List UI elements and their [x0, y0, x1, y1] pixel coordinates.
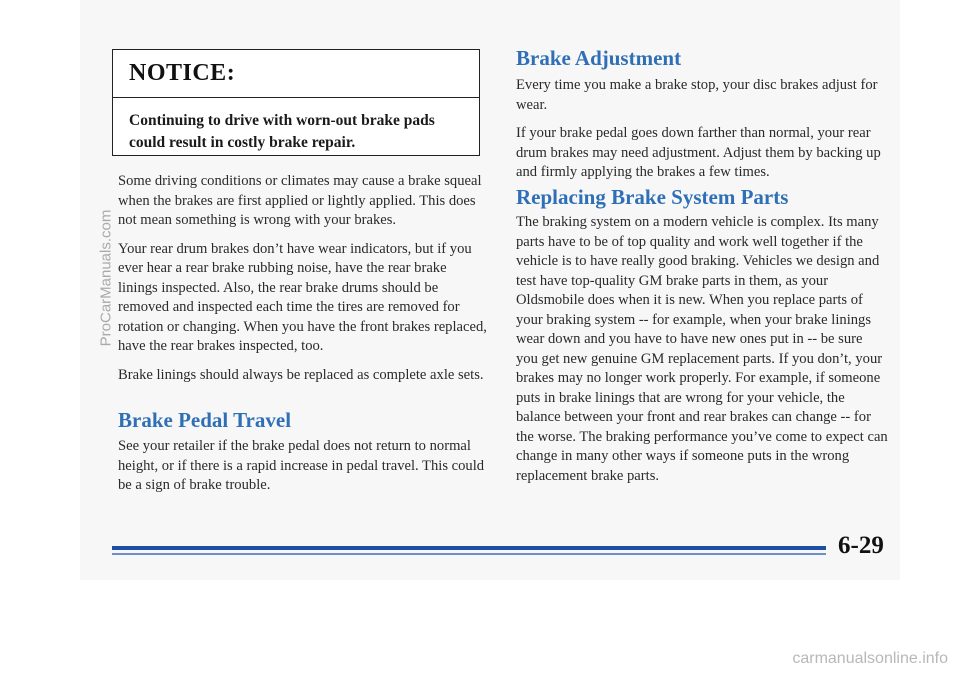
page-number: 6-29: [838, 532, 884, 559]
heading-brake-pedal-travel: Brake Pedal Travel: [118, 408, 292, 432]
pedal-travel-section: [118, 437, 488, 505]
paragraph-drum-adjustment: If your brake pedal goes down farther than normal, your rear drum brakes may need adjustment. Adjust them by backing up and firmly applying the brakes a few times.: [516, 125, 881, 180]
paragraph-pedal-travel: See your retailer if the brake pedal does not return to normal height, or if there is a rapid increase in pedal travel. This could be a sign of brake trouble.: [118, 438, 485, 493]
heading-replacing-brake-parts: Replacing Brake System Parts: [516, 185, 789, 209]
notice-text: Continuing to drive with worn-out brake pads could result in costly brake repair.: [129, 112, 435, 151]
bottom-watermark[interactable]: carmanualsonline.info: [792, 650, 948, 667]
heading-brake-adjustment: Brake Adjustment: [516, 46, 682, 70]
side-watermark: [96, 162, 116, 394]
paragraph-brake-squeal: Some driving conditions or climates may cause a brake squeal when the brakes are first applied or lightly applied. This does not mean something is wrong with your brakes.: [118, 173, 482, 228]
paragraph-replacing-parts: The braking system on a modern vehicle is complex. Its many parts have to be of top quality and work well together if the vehicle is to have really good braking. Vehicles we design and test have top-quality GM brake parts in them, as your Oldsmobile does when it is new. When you replace parts of your braking system -- for example, when your brake linings wear down and you have to have new ones put in -- be sure you get new genuine GM replacement parts. If you don’t, your brakes may no longer work properly. For example, if someone puts in brake linings that are wrong for your vehicle, the balance between your front and rear brakes can change -- for the worse. The braking performance you’ve come to expect can change in many other ways if someone puts in the wrong replacement brake parts.: [516, 214, 888, 484]
replacing-parts-section: [516, 213, 888, 495]
notice-box: [112, 49, 480, 156]
paragraph-disc-brakes: Every time you make a brake stop, your disc brakes adjust for wear.: [516, 77, 878, 113]
side-watermark-text: ProCarManuals.com: [97, 209, 115, 347]
footer-rule: [112, 546, 826, 550]
brake-adjustment-section: [516, 76, 886, 192]
notice-heading: NOTICE:: [113, 50, 479, 98]
paragraph-rear-drum-brakes: Your rear drum brakes don’t have wear indicators, but if you ever hear a rear brake rubbing noise, have the rear brake linings inspected. Also, the rear brake drums should be removed and inspected each time the tires are removed for rotation or changing. When you have the front brakes replaced, have the rear brakes inspected, too.: [118, 240, 487, 354]
paragraph-axle-sets: Brake linings should always be replaced as complete axle sets.: [118, 366, 484, 383]
left-column: [118, 172, 488, 394]
footer-rule-thin: [112, 553, 826, 555]
